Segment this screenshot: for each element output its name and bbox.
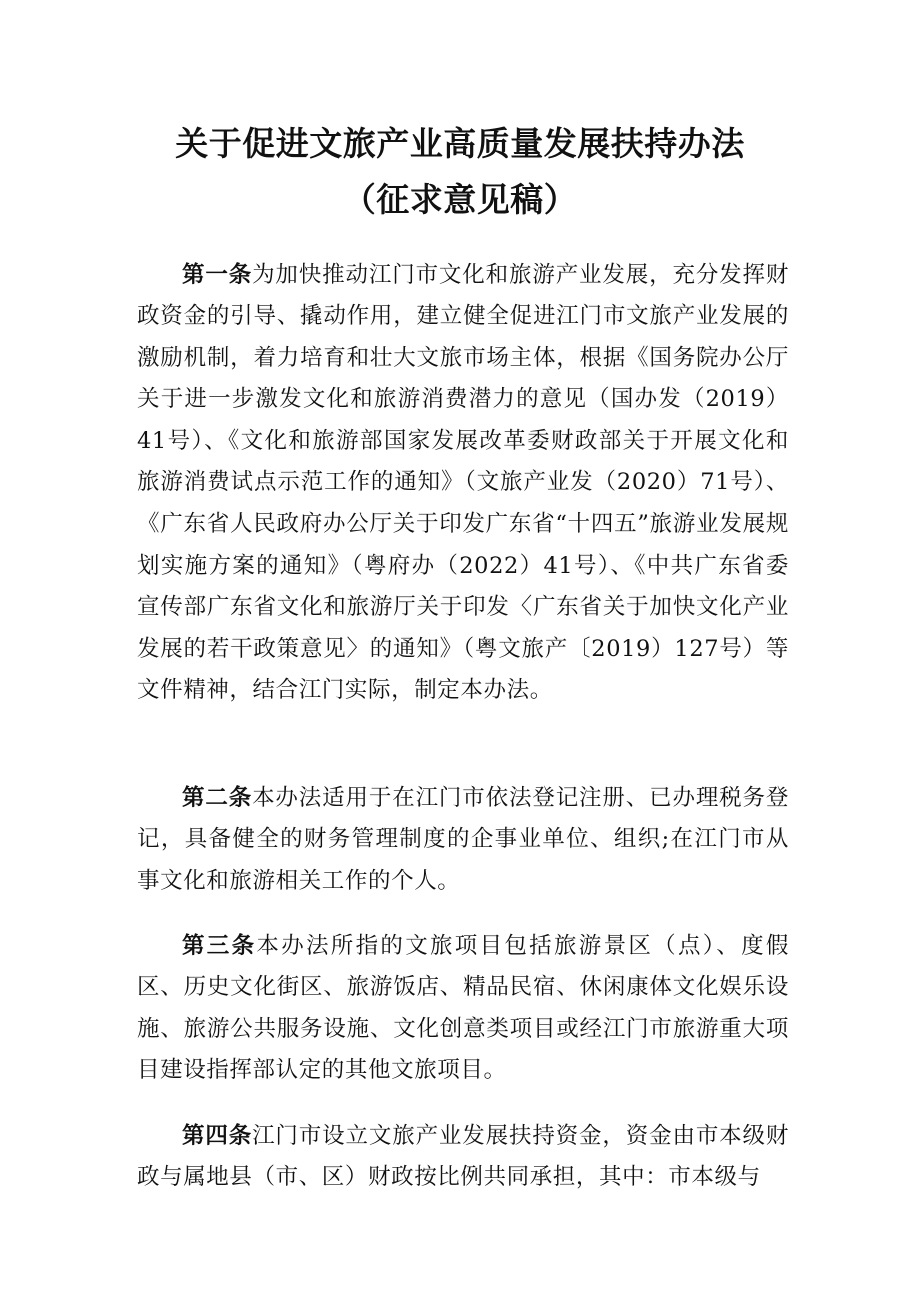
article-1-label: 第一条 [182, 261, 253, 288]
document-title: 关于促进文旅产业高质量发展扶持办法 [175, 124, 745, 163]
article-2-text: 本办法适用于在江门市依法登记注册、已办理税务登记，具备健全的财务管理制度的企事业单位、组织;在江门市从事文化和旅游相关工作的个人。 [137, 784, 789, 894]
document-subtitle: （征求意见稿） [342, 180, 578, 219]
article-3-label: 第三条 [182, 932, 257, 959]
article-1 [137, 255, 789, 713]
article-3 [137, 926, 789, 1092]
article-4 [137, 1116, 789, 1199]
article-2-label: 第二条 [182, 784, 253, 811]
article-1-text: 为加快推动江门市文化和旅游产业发展，充分发挥财政资金的引导、撬动作用，建立健全促进江门市文旅产业发展的激励机制，着力培育和壮大文旅市场主体，根据《国务院办公厅关于进一步激发文化和旅游消费潜力的意见（国办发（2019）41号）、《文化和旅游部国家发展改革委财政部关于开展文化和旅游消费试点示范工作的通知》（文旅产业发（2020）71号）、《广东省人民政府办公厅关于印发广东省“十四五”旅游业发展规划实施方案的通知》（粤府办（2022）41号）、《中共广东省委宣传部广东省文化和旅游厅关于印发〈广东省关于加快文化产业发展的若干政策意见〉的通知》（粤文旅产〔2019）127号）等文件精神，结合江门实际，制定本办法。 [137, 261, 789, 704]
article-4-text: 江门市设立文旅产业发展扶持资金，资金由市本级财政与属地县（市、区）财政按比例共同承担，其中：市本级与 [137, 1122, 789, 1191]
article-2 [137, 778, 789, 903]
article-3-text: 本办法所指的文旅项目包括旅游景区（点）、度假区、历史文化街区、旅游饭店、精品民宿、休闲康体文化娱乐设施、旅游公共服务设施、文化创意类项目或经江门市旅游重大项目建设指挥部认定的其他文旅项目。 [137, 932, 789, 1084]
article-4-label: 第四条 [182, 1122, 253, 1149]
